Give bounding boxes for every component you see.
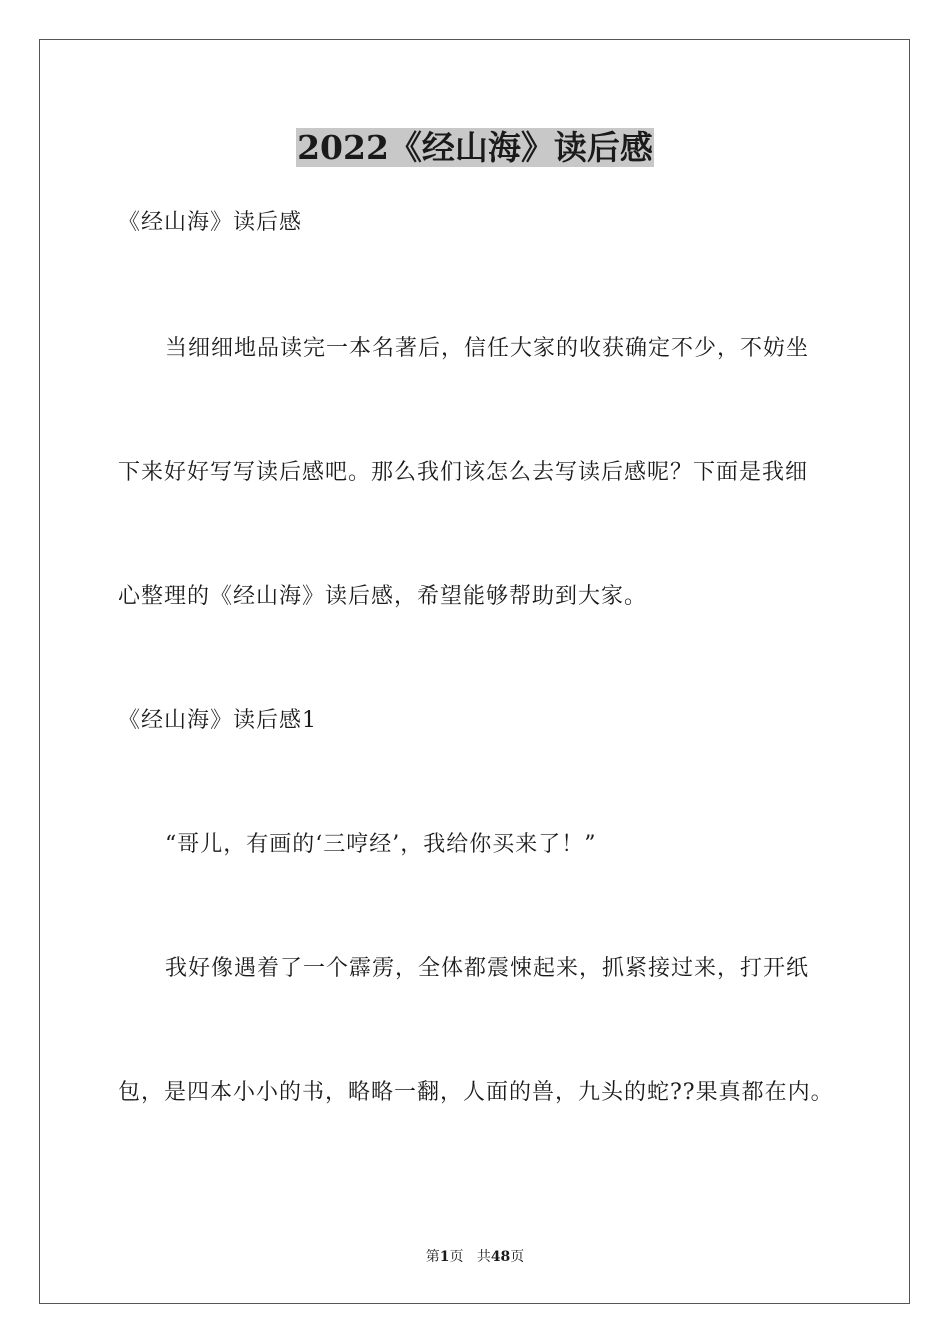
footer-total-prefix: 共 [476, 1249, 491, 1265]
body-line-3: 包，是四本小小的书，略略一翻，人面的兽，九头的蛇??果真都在内。 [118, 1080, 834, 1105]
footer-page-suffix: 页 [449, 1249, 464, 1265]
footer-total-suffix: 页 [510, 1249, 525, 1265]
body-line-2: 我好像遇着了一个霹雳，全体都震悚起来，抓紧接过来，打开纸 [165, 956, 810, 981]
footer-total-pages: 48 [490, 1249, 511, 1265]
intro-paragraph-line-1: 当细细地品读完一本名著后，信任大家的收获确定不少，不妨坐 [165, 336, 810, 361]
section-heading: 《经山海》读后感1 [118, 708, 317, 733]
footer-page-number: 1 [439, 1249, 450, 1265]
intro-paragraph-line-2: 下来好好写写读后感吧。那么我们该怎么去写读后感呢？下面是我细 [118, 460, 809, 485]
document-title-text: 2022《经山海》读后感 [297, 128, 653, 167]
document-subtitle: 《经山海》读后感 [118, 210, 303, 235]
footer-page-prefix: 第 [425, 1249, 440, 1265]
document-title [0, 126, 950, 170]
page-footer [0, 1247, 950, 1267]
intro-paragraph-line-3: 心整理的《经山海》读后感，希望能够帮助到大家。 [118, 584, 648, 609]
body-line-1: “哥儿，有画的‘三哼经’，我给你买来了！” [165, 832, 597, 857]
